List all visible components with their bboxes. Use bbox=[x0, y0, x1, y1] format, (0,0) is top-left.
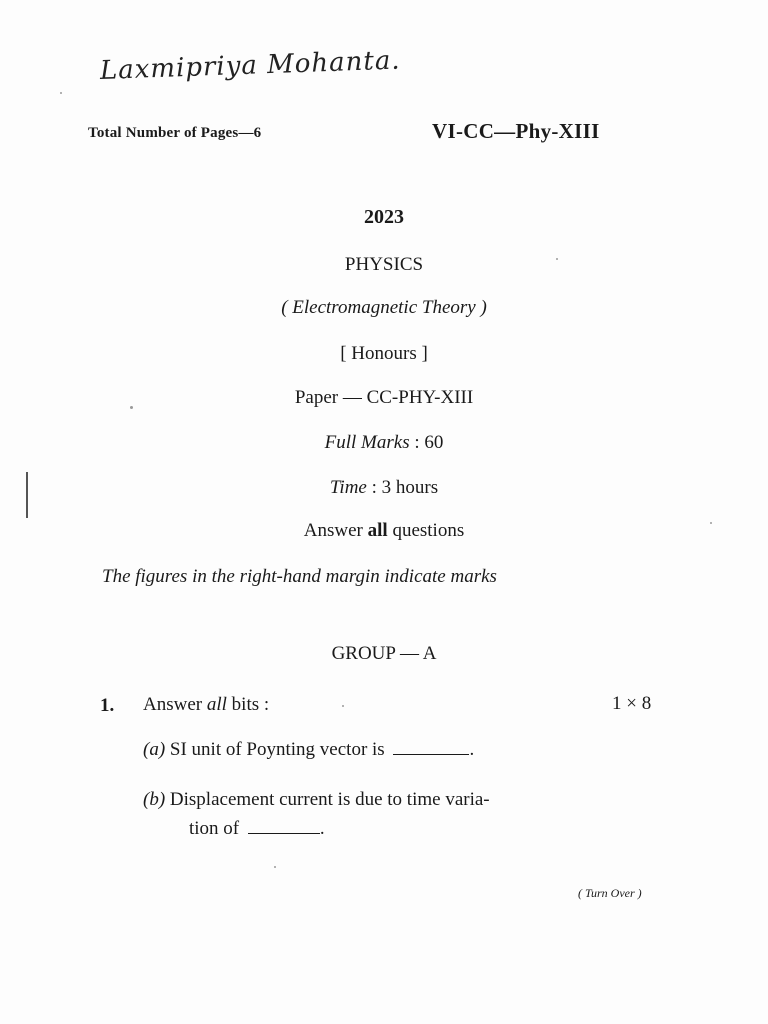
part-a-end: . bbox=[469, 739, 475, 760]
instruction-emphasis: all bbox=[367, 520, 388, 541]
paper-code-header: VI-CC—Phy-XIII bbox=[432, 119, 600, 143]
part-b bbox=[143, 789, 490, 811]
full-marks-label: Full Marks bbox=[324, 432, 410, 453]
part-b-end: . bbox=[319, 818, 325, 839]
turn-over: ( Turn Over ) bbox=[578, 886, 642, 900]
time-label: Time bbox=[329, 477, 367, 498]
question-number: 1. bbox=[100, 695, 115, 716]
time-line bbox=[0, 477, 768, 499]
question-prefix: Answer bbox=[143, 694, 207, 715]
paper-prefix: Paper — bbox=[294, 387, 367, 408]
scan-speck bbox=[556, 258, 558, 260]
level: [ Honours ] bbox=[340, 343, 428, 364]
part-a-blank bbox=[393, 748, 469, 755]
group-title: GROUP — A bbox=[331, 643, 437, 664]
question-stem bbox=[143, 694, 269, 716]
exam-year: 2023 bbox=[364, 206, 404, 228]
part-b-line2: tion of bbox=[189, 818, 240, 839]
paper-line bbox=[0, 387, 768, 409]
scan-speck bbox=[342, 705, 344, 707]
scan-speck bbox=[274, 866, 276, 868]
topic: ( Electromagnetic Theory ) bbox=[281, 297, 487, 318]
scan-speck bbox=[710, 522, 712, 524]
instruction-suffix: questions bbox=[387, 520, 465, 541]
scan-edge-mark bbox=[26, 472, 28, 518]
instruction-prefix: Answer bbox=[303, 520, 368, 541]
full-marks bbox=[0, 432, 768, 454]
scan-speck bbox=[60, 92, 62, 94]
total-pages: Total Number of Pages—6 bbox=[88, 125, 262, 141]
full-marks-value: : 60 bbox=[409, 432, 444, 453]
part-a-text: SI unit of Poynting vector is bbox=[169, 739, 385, 760]
scan-speck bbox=[130, 406, 133, 409]
question-emphasis: all bbox=[206, 694, 227, 715]
handwritten-name: Laxmipriya Mohanta. bbox=[99, 45, 402, 86]
time-value: : 3 hours bbox=[366, 477, 439, 498]
part-b-label: (b) bbox=[143, 789, 166, 810]
part-b-blank bbox=[248, 827, 320, 834]
part-b-line1: Displacement current is due to time varia- bbox=[169, 789, 490, 810]
question-marks: 1 × 8 bbox=[612, 693, 652, 714]
paper-code: CC-PHY-XIII bbox=[366, 387, 474, 408]
instruction bbox=[0, 520, 768, 542]
part-b-continuation bbox=[189, 818, 325, 840]
question-suffix: bits : bbox=[226, 694, 270, 715]
part-a bbox=[143, 739, 474, 761]
margin-note: The figures in the right-hand margin indicate marks bbox=[102, 566, 497, 587]
subject: PHYSICS bbox=[344, 254, 424, 275]
part-a-label: (a) bbox=[143, 739, 166, 760]
